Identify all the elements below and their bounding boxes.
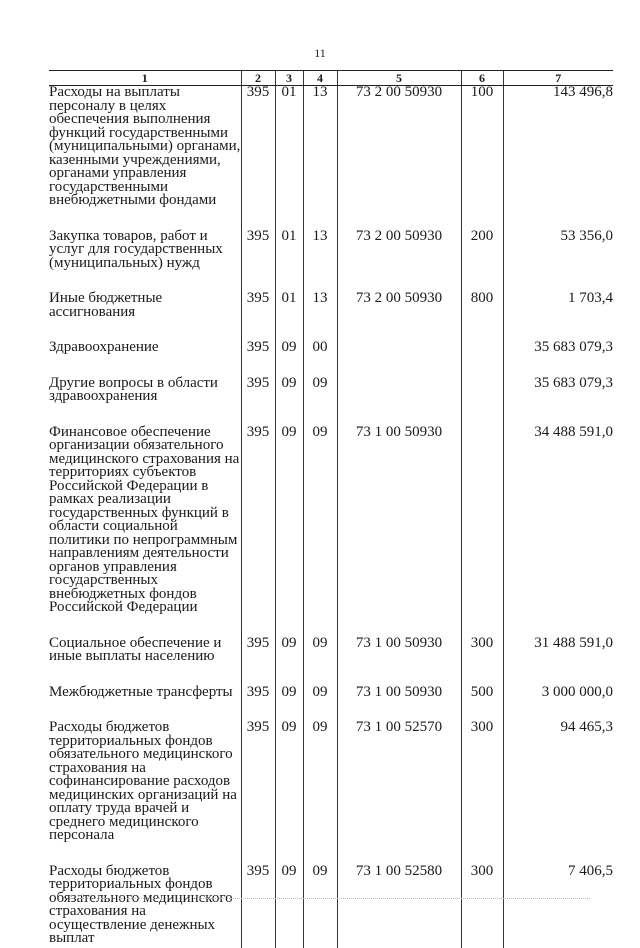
- ministry-code: 395: [241, 721, 275, 865]
- item-name: Финансовое обеспечение организации обязательного медицинского страхования на территориях субъектов Российской Федерации в рамках реализации государственных функций в области социальной политики по непрограммным направлениям деятельности органов управления государственных внебюджетных фондов Российской Федерации: [49, 423, 240, 615]
- section-code: 09: [275, 341, 303, 377]
- table-row: [49, 721, 613, 865]
- target-article-code: 73 1 00 52580: [337, 865, 461, 948]
- expense-type-code: 800: [461, 292, 503, 341]
- section-code: 09: [275, 865, 303, 948]
- expense-type-code: [461, 377, 503, 426]
- table-row: [49, 292, 613, 341]
- column-header: 7: [503, 71, 613, 86]
- column-header: 5: [337, 71, 461, 86]
- table-row: [49, 865, 613, 948]
- item-name: Межбюджетные трансферты: [49, 683, 233, 700]
- subsection-code: 09: [303, 637, 337, 686]
- target-article-code: [337, 377, 461, 426]
- item-name: Расходы на выплаты персоналу в целях обеспечения выполнения функций государственными (муниципальными) органами, казенными учреждениями, органами управления государственными внебюджетными фондами: [49, 84, 241, 208]
- amount-value: 34 488 591,0: [503, 426, 613, 637]
- bottom-divider: [70, 898, 590, 899]
- item-name: Другие вопросы в области здравоохранения: [49, 374, 218, 404]
- amount-value: 1 703,4: [503, 292, 613, 341]
- amount-value: 3 000 000,0: [503, 686, 613, 722]
- table-row: [49, 86, 613, 230]
- target-article-code: [337, 341, 461, 377]
- target-article-code: 73 2 00 50930: [337, 292, 461, 341]
- expense-type-code: [461, 341, 503, 377]
- expense-type-code: 500: [461, 686, 503, 722]
- amount-value: 31 488 591,0: [503, 637, 613, 686]
- table-row: [49, 377, 613, 426]
- ministry-code: 395: [241, 865, 275, 948]
- item-name: Иные бюджетные ассигнования: [49, 290, 163, 320]
- amount-value: 7 406,5: [503, 865, 613, 948]
- expense-type-code: 100: [461, 86, 503, 230]
- target-article-code: 73 2 00 50930: [337, 86, 461, 230]
- table-row: [49, 686, 613, 722]
- amount-value: 35 683 079,3: [503, 341, 613, 377]
- subsection-code: 09: [303, 426, 337, 637]
- column-header: 6: [461, 71, 503, 86]
- ministry-code: 395: [241, 341, 275, 377]
- section-code: 09: [275, 686, 303, 722]
- item-name: Расходы бюджетов территориальных фондов обязательного медицинского страхования на софинансирование расходов медицинских организаций на оплату труда врачей и среднего медицинского персонала: [49, 719, 237, 843]
- subsection-code: 13: [303, 86, 337, 230]
- section-code: 01: [275, 292, 303, 341]
- ministry-code: 395: [241, 426, 275, 637]
- section-code: 09: [275, 721, 303, 865]
- expense-type-code: 300: [461, 721, 503, 865]
- target-article-code: 73 1 00 52570: [337, 721, 461, 865]
- section-code: 01: [275, 230, 303, 293]
- table-row: [49, 230, 613, 293]
- amount-value: 94 465,3: [503, 721, 613, 865]
- ministry-code: 395: [241, 686, 275, 722]
- column-header: 1: [49, 71, 241, 86]
- column-header: 4: [303, 71, 337, 86]
- column-header: 2: [241, 71, 275, 86]
- subsection-code: 09: [303, 865, 337, 948]
- subsection-code: 13: [303, 292, 337, 341]
- item-name: Социальное обеспечение и иные выплаты населению: [49, 634, 222, 664]
- subsection-code: 09: [303, 377, 337, 426]
- target-article-code: 73 1 00 50930: [337, 426, 461, 637]
- target-article-code: 73 1 00 50930: [337, 686, 461, 722]
- section-code: 09: [275, 637, 303, 686]
- section-code: 09: [275, 377, 303, 426]
- item-name: Закупка товаров, работ и услуг для государственных (муниципальных) нужд: [49, 227, 223, 271]
- ministry-code: 395: [241, 230, 275, 293]
- amount-value: 35 683 079,3: [503, 377, 613, 426]
- target-article-code: 73 1 00 50930: [337, 637, 461, 686]
- ministry-code: 395: [241, 86, 275, 230]
- table-row: [49, 341, 613, 377]
- ministry-code: 395: [241, 637, 275, 686]
- expense-type-code: 200: [461, 230, 503, 293]
- amount-value: 143 496,8: [503, 86, 613, 230]
- subsection-code: 09: [303, 686, 337, 722]
- column-header: 3: [275, 71, 303, 86]
- item-name: Расходы бюджетов территориальных фондов обязательного медицинского страхования на осуществление денежных выплат: [49, 862, 233, 946]
- ministry-code: 395: [241, 292, 275, 341]
- subsection-code: 00: [303, 341, 337, 377]
- section-code: 01: [275, 86, 303, 230]
- table-row: [49, 426, 613, 637]
- budget-table: [49, 70, 613, 948]
- item-name: Здравоохранение: [49, 339, 159, 355]
- target-article-code: 73 2 00 50930: [337, 230, 461, 293]
- section-code: 09: [275, 426, 303, 637]
- subsection-code: 13: [303, 230, 337, 293]
- amount-value: 53 356,0: [503, 230, 613, 293]
- page-number: 11: [314, 46, 326, 60]
- expense-type-code: [461, 426, 503, 637]
- subsection-code: 09: [303, 721, 337, 865]
- ministry-code: 395: [241, 377, 275, 426]
- expense-type-code: 300: [461, 637, 503, 686]
- expense-type-code: 300: [461, 865, 503, 948]
- table-row: [49, 637, 613, 686]
